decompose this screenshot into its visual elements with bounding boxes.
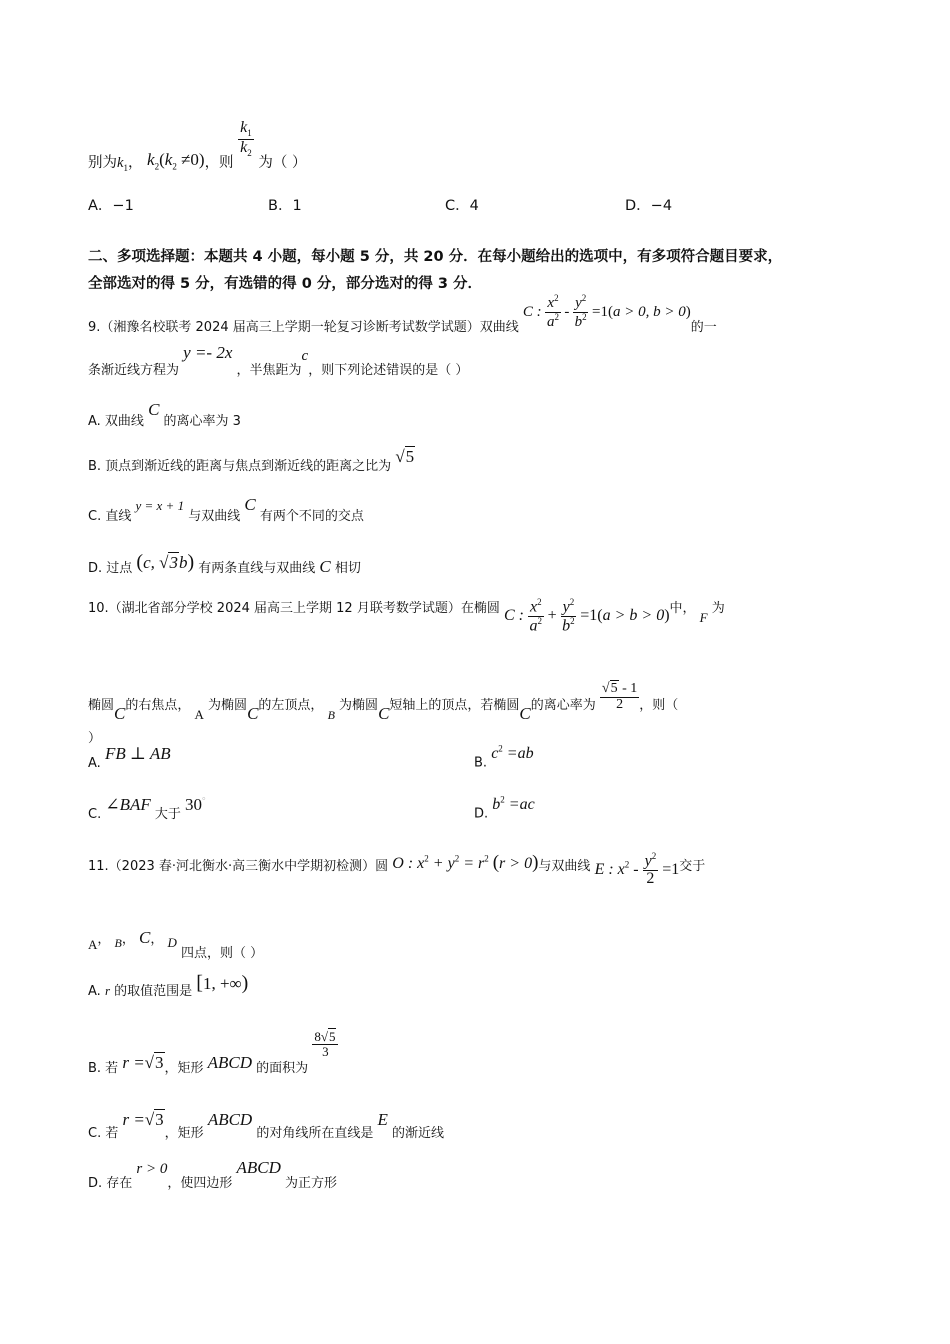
q9-option-a: A. 双曲线 C 的离心率为 3 <box>88 400 241 429</box>
q9-stem-line2: 条渐近线方程为 y =- 2x ，半焦距为c，则下列论述错误的是（ ） <box>88 343 469 378</box>
q10-eccentricity: $\frac{√5 - 1}{2}$ <box>601 681 638 712</box>
q11-option-a: A. r 的取值范围是 [1, +∞) <box>88 972 249 999</box>
q11-stem-line1: 11.（2023 春·河北衡水·高三衡水中学期初检测）圆 O : $x^2 + y^2 = r^2$ (r > 0)与双曲线 E : $x^2$ - $\frac{y^2}{2}$ =1交于 <box>88 851 706 888</box>
q10-ellipse-equation: C : $\frac{x^2}{a^2}$ + $\frac{y^2}{b^2}$ =1(a > b > 0) <box>503 597 670 635</box>
section2-heading-line2: 全部选对的得 5 分，有选错的得 0 分，部分选对的得 3 分． <box>88 276 483 292</box>
q11-hyperbola-equation: E : $x^2$ - $\frac{y^2}{2}$ =1 <box>594 851 680 888</box>
q10-option-d: D. $b^2 =ac$ <box>474 795 535 822</box>
q9-stem-line1: 9.（湘豫名校联考 2024 届高三上学期一轮复习诊断考试数学试题）双曲线 C : $\frac{x^2}{a^2}$ - $\frac{y^2}{b^2}$ =1(a > 0, b > 0)的一 <box>88 293 717 335</box>
q11-option-b: B. 若 r =√3，矩形 ABCD 的面积为 $\frac{8√5}{3}$ <box>88 1030 338 1080</box>
q10-option-b: B. $c^2 =ab$ <box>474 744 534 771</box>
q8-option-a: A．−1 <box>88 198 134 214</box>
q9-option-b: B. 顶点到渐近线的距离与焦点到渐近线的距离之比为 √5 <box>88 447 415 474</box>
q10-stem-line1: 10.（湖北省部分学校 2024 届高三上学期 12 月联考数学试题）在椭圆 C : $\frac{x^2}{a^2}$ + $\frac{y^2}{b^2}$ =1(a > b > 0)中， F 为 <box>88 597 725 635</box>
q11-option-d: D. 存在 r > 0，使四边形 ABCD 为正方形 <box>88 1158 338 1191</box>
q9-option-d: D. 过点 (c, √3b) 有两条直线与双曲线 C 相切 <box>88 551 361 576</box>
q9-hyperbola-equation: C : $\frac{x^2}{a^2}$ - $\frac{y^2}{b^2}$ =1(a > 0, b > 0) <box>522 293 691 330</box>
q8-option-d: D．−4 <box>625 198 673 214</box>
section2-heading-line1: 二、多项选择题：本题共 4 小题，每小题 5 分，共 20 分．在每小题给出的选项中，有多项符合题目要求， <box>88 249 783 265</box>
q8-option-c: C．4 <box>445 198 479 214</box>
q9-option-c: C. 直线 y = x + 1 与双曲线 C 有两个不同的交点 <box>88 495 364 524</box>
q10-stem-line3: ） <box>88 731 102 746</box>
q10-option-a: A. FB ⊥ AB <box>88 744 171 771</box>
q10-option-c: C. ∠BAF 大于 30° <box>88 795 206 822</box>
q8-stem-line: 别为$k_1$， $k_2(k_2 \ne 0)$，则 $\frac{k_1}{k_2}$ 为（ ） <box>88 119 307 174</box>
q9-asymptote: y =- 2x <box>183 343 233 362</box>
q10-stem-line2: 椭圆C的右焦点， A 为椭圆C的左顶点， B 为椭圆C短轴上的顶点，若椭圆C的离心率为 $\frac{√5 - 1}{2}$ ，则（ <box>88 681 679 723</box>
q8-option-b: B．1 <box>268 198 302 214</box>
k1-over-k2-fraction: $\frac{k_1}{k_2}$ <box>240 119 252 158</box>
q11-stem-line2: A， B， C， D 四点，则（ ） <box>88 928 264 961</box>
k1-symbol: $k_1$ <box>117 155 128 174</box>
k2-condition: $k_2(k_2 \ne 0)$ <box>147 150 205 172</box>
q11-circle-equation: O : $x^2 + y^2 = r^2$ (r > 0) <box>392 851 539 873</box>
q11-area-fraction: $\frac{8√5}{3}$ <box>312 1030 338 1058</box>
q11-option-c: C. 若 r =√3，矩形 ABCD 的对角线所在直线是 E 的渐近线 <box>88 1110 444 1141</box>
